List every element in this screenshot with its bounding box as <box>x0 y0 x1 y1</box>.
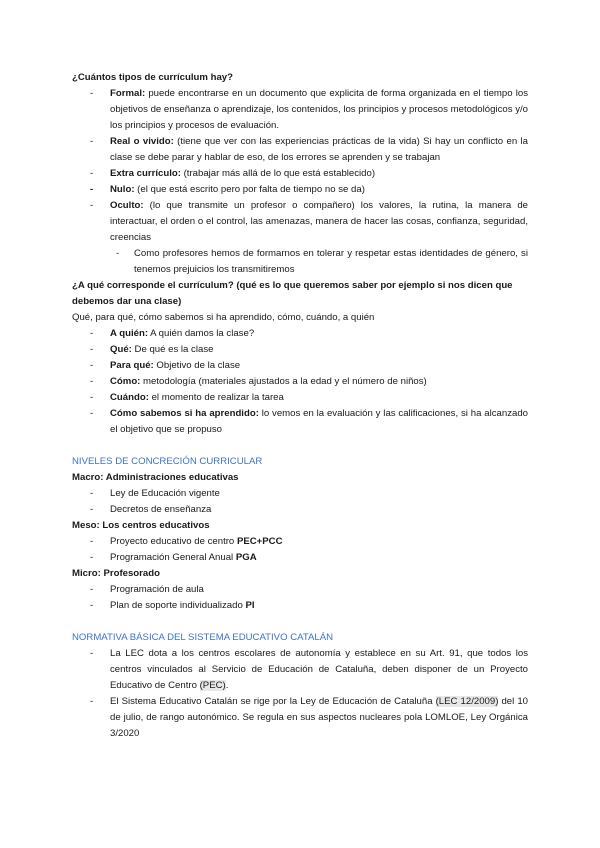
macro-list <box>72 486 528 518</box>
list-item: - Nulo: (el que está escrito pero por falta de tiempo no se da) <box>72 182 528 198</box>
document-page <box>72 70 528 742</box>
normativa-list <box>72 646 528 742</box>
list-item: - Para qué: Objetivo de la clase <box>72 358 528 374</box>
list-item: - Oculto: (lo que transmite un profesor o compañero) los valores, la rutina, la manera de interactuar, el orden o el control, las amenazas, manera de hacer las cosas, confianza, seguridad, creencias <box>72 198 528 246</box>
level-meso-title: Meso: Los centros educativos <box>72 520 210 531</box>
list-item: - Decretos de enseñanza <box>72 502 528 518</box>
sub-list-item: - Como profesores hemos de formarnos en tolerar y respetar estas identidades de género, si tenemos prejuicios los transmitiremos <box>72 246 528 278</box>
list-item: - Ley de Educación vigente <box>72 486 528 502</box>
curriculum-types-list <box>72 86 528 278</box>
list-item: - El Sistema Educativo Catalán se rige por la Ley de Educación de Cataluña (LEC 12/2009) del 10 de julio, de rango autonómico. Se regula en sus aspectos nucleares pola LOMLOE, Ley Orgánica 3/2020 <box>72 694 528 742</box>
curriculum-aspects-list <box>72 326 528 438</box>
list-item: - Extra currículo: (trabajar más allá de lo que está establecido) <box>72 166 528 182</box>
list-item: - Programación de aula <box>72 582 528 598</box>
level-macro-title: Macro: Administraciones educativas <box>72 472 239 483</box>
list-item: - Programación General Anual PGA <box>72 550 528 566</box>
level-micro-title: Micro: Profesorado <box>72 568 160 579</box>
list-item: - Plan de soporte individualizado PI <box>72 598 528 614</box>
meso-list <box>72 534 528 566</box>
list-item: - Formal: puede encontrarse en un documento que explicita de forma organizada en el tiempo los objetivos de enseñanza o aprendizaje, los contenidos, los principios y procesos metodológicos y/o los principios y procesos de evaluación. <box>72 86 528 134</box>
list-item: - Qué: De qué es la clase <box>72 342 528 358</box>
list-item: - La LEC dota a los centros escolares de autonomía y establece en su Art. 91, que todos los centros vinculados al Servicio de Educación de Cataluña, deben disponer de un Proyecto Educativo de Centro (PEC). <box>72 646 528 694</box>
list-item: - Cómo: metodología (materiales ajustados a la edad y el número de niños) <box>72 374 528 390</box>
micro-list <box>72 582 528 614</box>
question-intro: Qué, para qué, cómo sabemos si ha aprendido, cómo, cuándo, a quién <box>72 312 375 323</box>
question-curriculum-meaning: ¿A qué corresponde el currículum? (qué es lo que queremos saber por ejemplo si nos dicen que debemos dar una clase) <box>72 280 513 307</box>
question-curriculum-types: ¿Cuántos tipos de currículum hay? <box>72 72 233 83</box>
list-item: - Proyecto educativo de centro PEC+PCC <box>72 534 528 550</box>
section-heading-normativa: NORMATIVA BÁSICA DEL SISTEMA EDUCATIVO CATALÁN <box>72 632 334 643</box>
section-heading-niveles: NIVELES DE CONCRECIÓN CURRICULAR <box>72 456 263 467</box>
list-item: - Real o vivido: (tiene que ver con las experiencias prácticas de la vida) Si hay un conflicto en la clase se debe parar y hablar de eso, de los errores se aprenden y se trabajan <box>72 134 528 166</box>
list-item: - Cuándo: el momento de realizar la tarea <box>72 390 528 406</box>
list-item: - A quién: A quién damos la clase? <box>72 326 528 342</box>
list-item: - Cómo sabemos si ha aprendido: lo vemos en la evaluación y las calificaciones, si ha alcanzado el objetivo que se propuso <box>72 406 528 438</box>
